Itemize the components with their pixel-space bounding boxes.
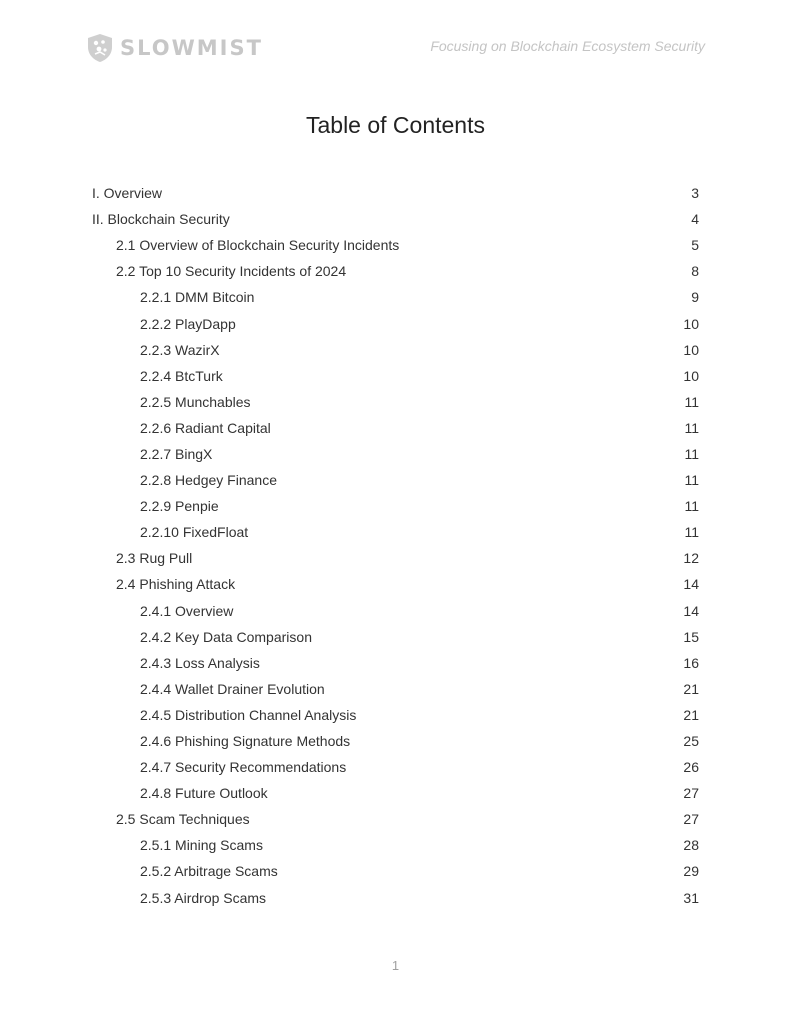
toc-entry-page: 27: [683, 785, 699, 802]
toc-entry-page: 14: [683, 602, 699, 619]
toc-entry-label: 2.4.3 Loss Analysis: [140, 654, 260, 671]
toc-entry[interactable]: [92, 624, 699, 650]
toc-entry[interactable]: [92, 754, 699, 780]
toc-entry[interactable]: [92, 310, 699, 336]
toc-entry-label: II. Blockchain Security: [92, 211, 230, 228]
toc-entry[interactable]: [92, 728, 699, 754]
toc-entry-page: 4: [691, 211, 699, 228]
toc-entry-page: 3: [691, 185, 699, 202]
toc-entry[interactable]: [92, 858, 699, 884]
toc-entry-page: 9: [691, 289, 699, 306]
toc-entry-page: 25: [683, 733, 699, 750]
toc-entry-page: 11: [684, 445, 699, 462]
toc-entry-label: 2.4.5 Distribution Channel Analysis: [140, 706, 357, 723]
toc-entry-label: 2.2.6 Radiant Capital: [140, 419, 271, 436]
toc-entry-page: 8: [691, 263, 699, 280]
toc-entry-page: 15: [683, 628, 699, 645]
toc-entry[interactable]: [92, 363, 699, 389]
toc-entry-label: 2.5 Scam Techniques: [116, 811, 250, 828]
toc-entry-label: I. Overview: [92, 185, 163, 202]
toc-entry[interactable]: [92, 885, 699, 911]
toc-entry-label: 2.2.3 WazirX: [140, 341, 220, 358]
toc-entry-page: 10: [683, 341, 699, 358]
toc-entry-label: 2.2.9 Penpie: [140, 498, 219, 515]
logo-text: SLOWMIST: [120, 36, 263, 60]
page-header: [0, 0, 791, 80]
header-tagline: Focusing on Blockchain Ecosystem Security: [430, 38, 705, 54]
toc-entry-page: 27: [683, 811, 699, 828]
toc-entry[interactable]: [92, 493, 699, 519]
toc-entry-page: 21: [683, 680, 699, 697]
toc-entry[interactable]: [92, 650, 699, 676]
toc-entry-label: 2.2.10 FixedFloat: [140, 524, 249, 541]
toc-entry[interactable]: [92, 806, 699, 832]
toc-entry-label: 2.2.2 PlayDapp: [140, 315, 236, 332]
toc-entry-page: 21: [683, 706, 699, 723]
toc-entry[interactable]: [92, 389, 699, 415]
toc-entry-label: 2.4.2 Key Data Comparison: [140, 628, 312, 645]
toc-entry-page: 29: [683, 863, 699, 880]
toc-entry-page: 5: [691, 237, 699, 254]
toc-entry[interactable]: [92, 232, 699, 258]
toc-entry-label: 2.1 Overview of Blockchain Security Incidents: [116, 237, 400, 254]
toc-entry-page: 16: [683, 654, 699, 671]
toc-entry[interactable]: [92, 832, 699, 858]
toc-entry-page: 11: [684, 472, 699, 489]
toc-entry-page: 28: [683, 837, 699, 854]
toc-entry[interactable]: [92, 180, 699, 206]
page-number: 1: [391, 958, 400, 973]
toc-entry[interactable]: [92, 519, 699, 545]
toc-entry[interactable]: [92, 702, 699, 728]
toc-entry[interactable]: [92, 337, 699, 363]
toc-entry-label: 2.4.1 Overview: [140, 602, 234, 619]
toc-entry-label: 2.5.2 Arbitrage Scams: [140, 863, 278, 880]
toc-entry[interactable]: [92, 598, 699, 624]
toc-entry[interactable]: [92, 284, 699, 310]
toc-entry-label: 2.4.8 Future Outlook: [140, 785, 268, 802]
toc-entry-page: 11: [684, 419, 699, 436]
toc-entry-label: 2.2.5 Munchables: [140, 393, 251, 410]
toc-entry[interactable]: [92, 415, 699, 441]
toc-entry-label: 2.2.4 BtcTurk: [140, 367, 223, 384]
toc-entry[interactable]: [92, 441, 699, 467]
toc-entry-page: 10: [683, 315, 699, 332]
toc-entry-label: 2.2.7 BingX: [140, 445, 213, 462]
toc-entry-label: 2.4.7 Security Recommendations: [140, 759, 347, 776]
page-title: Table of Contents: [305, 112, 485, 138]
toc-entry-label: 2.4.6 Phishing Signature Methods: [140, 733, 351, 750]
slowmist-logo: [86, 32, 263, 64]
shield-icon: [86, 33, 114, 63]
toc-entry[interactable]: [92, 206, 699, 232]
toc-entry-label: 2.2.1 DMM Bitcoin: [140, 289, 255, 306]
toc-entry-label: 2.4 Phishing Attack: [116, 576, 236, 593]
toc-entry[interactable]: [92, 467, 699, 493]
toc-entry-page: 14: [683, 576, 699, 593]
toc-entry-label: 2.3 Rug Pull: [116, 550, 193, 567]
toc-entry-page: 10: [683, 367, 699, 384]
toc-entry[interactable]: [92, 676, 699, 702]
toc-entry-label: 2.2 Top 10 Security Incidents of 2024: [116, 263, 347, 280]
toc-entry-page: 31: [683, 889, 699, 906]
toc-entry-label: 2.4.4 Wallet Drainer Evolution: [140, 680, 325, 697]
toc-entry-page: 11: [684, 524, 699, 541]
toc-entry-page: 11: [684, 498, 699, 515]
toc-entry-label: 2.5.3 Airdrop Scams: [140, 889, 267, 906]
toc-entry[interactable]: [92, 780, 699, 806]
toc-entry[interactable]: [92, 545, 699, 571]
toc-entry-label: 2.2.8 Hedgey Finance: [140, 472, 277, 489]
table-of-contents: [92, 180, 699, 911]
toc-entry[interactable]: [92, 571, 699, 597]
toc-entry-page: 11: [684, 393, 699, 410]
toc-entry-page: 26: [683, 759, 699, 776]
toc-entry[interactable]: [92, 258, 699, 284]
toc-entry-page: 12: [683, 550, 699, 567]
toc-entry-label: 2.5.1 Mining Scams: [140, 837, 263, 854]
